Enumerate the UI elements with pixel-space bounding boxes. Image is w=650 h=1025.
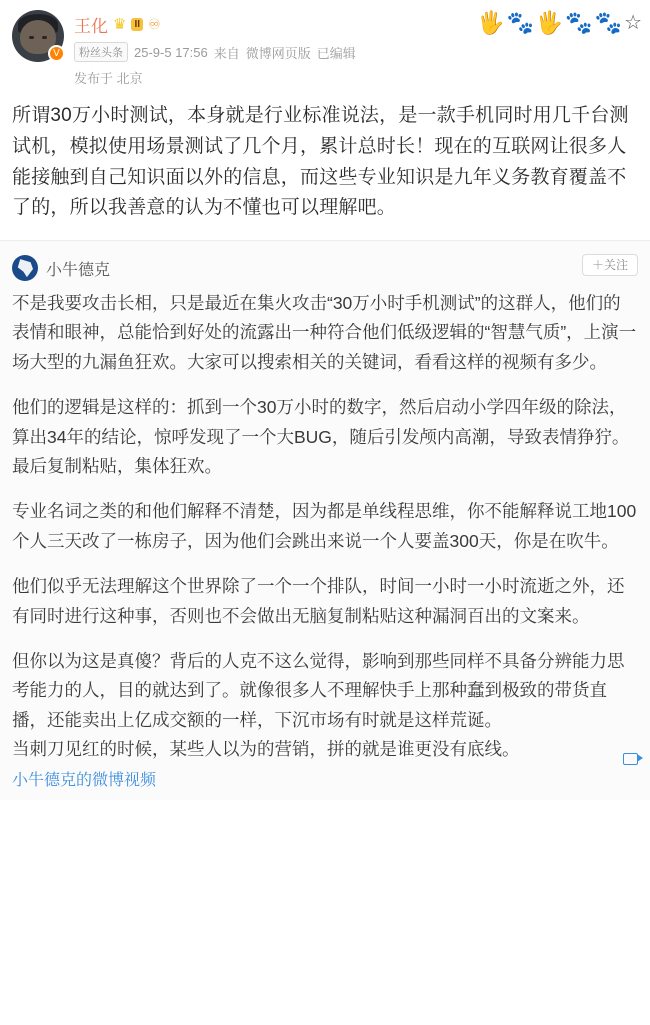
source-prefix: 来自 xyxy=(213,45,240,61)
star-icon[interactable]: ☆ xyxy=(624,12,642,34)
author-name[interactable]: 王化 xyxy=(74,16,108,36)
quoted-avatar[interactable] xyxy=(12,255,38,281)
video-link-label[interactable]: 小牛德克的微博视频 xyxy=(12,771,157,789)
decorative-paw-strip xyxy=(477,10,642,54)
paw-icon: 🐾 xyxy=(565,10,593,35)
paw-icon: 🐾 xyxy=(594,10,623,35)
quoted-author-name[interactable]: 小牛德克 xyxy=(46,261,111,279)
crown-icon[interactable]: ♛ xyxy=(113,15,127,33)
post-content: 所谓30万小时测试，本身就是行业标准说法，是一款手机同时用几千台测试机，模拟使用场景测试了几个月，累计总时长！现在的互联网让很多人能接触到自己知识面以外的信息，而这些专业知识是九年义务教育覆盖不了的，所以我善意的认为不懂也可以理解吧。 xyxy=(12,105,629,219)
quoted-post-content xyxy=(12,283,638,764)
edited-flag: 已编辑 xyxy=(316,45,356,61)
post-time: 25-9-5 17:56 xyxy=(134,44,208,60)
paw-icon: 🐾 xyxy=(506,10,534,35)
quoted-post-header xyxy=(12,253,638,283)
quoted-post-card xyxy=(0,241,650,799)
avatar[interactable] xyxy=(12,10,64,62)
level-badge[interactable]: II xyxy=(131,18,143,31)
quoted-avatar-logo xyxy=(17,259,33,277)
quoted-paragraph: 不是我要攻击长相，只是最近在集火攻击“30万小时手机测试”的这群人，他们的表情和眼神，总能恰到好处的流露出一种符合他们低级逻辑的“智慧气质”，上演一场大型的九漏鱼狂欢。大家可以搜索相关的关键词，看看这样的视频有多少。 xyxy=(12,293,637,372)
quoted-paragraph: 他们似乎无法理解这个世界除了一个一个排队，时间一小时一小时流逝之外，还有同时进行这种事，否则也不会做出无脑复制粘贴这种漏洞百出的文案来。 xyxy=(12,576,625,626)
follow-button[interactable]: ＋关注 xyxy=(582,254,638,276)
hand-icon: 🖐 xyxy=(535,10,564,35)
quoted-paragraph: 当刺刀见红的时候，某些人以为的营销，拼的就是谁更没有底线。 xyxy=(12,739,520,760)
video-link-row[interactable] xyxy=(12,765,638,790)
hand-icon: 🖐 xyxy=(477,10,505,35)
video-icon[interactable] xyxy=(623,753,638,765)
avatar-eye-left xyxy=(29,36,34,39)
quoted-paragraph: 专业名词之类的和他们解释不清楚，因为都是单线程思维，你不能解释说工地100个人三天改了一栋房子，因为他们会跳出来说一个人要盖300天，你是在吹牛。 xyxy=(12,501,637,551)
medal-icon[interactable]: ♾ xyxy=(148,16,161,32)
fans-headline-tag[interactable]: 粉丝头条 xyxy=(74,42,128,62)
post-header xyxy=(0,0,650,87)
avatar-eye-right xyxy=(42,36,47,39)
post-location: 发布于 北京 xyxy=(74,71,143,86)
verified-badge-icon: V xyxy=(48,45,65,62)
quoted-paragraph: 但你以为这是真傻？背后的人克不这么觉得，影响到那些同样不具备分辨能力思考能力的人，目的就达到了。就像很多人不理解快手上那种蠢到极致的带货直播，还能卖出上亿成交额的一样，下沉市场有时就是这样荒诞。 xyxy=(12,650,625,730)
post-source[interactable]: 微博网页版 xyxy=(245,45,311,61)
quoted-last-line-row xyxy=(12,735,638,764)
quoted-paragraph: 他们的逻辑是这样的：抓到一个30万小时的数字，然后启动小学四年级的除法，算出34年的结论，惊呼发现了一个大BUG，随后引发颅内高潮，导致表情狰狞。最后复制粘贴，集体狂欢。 xyxy=(12,397,630,477)
